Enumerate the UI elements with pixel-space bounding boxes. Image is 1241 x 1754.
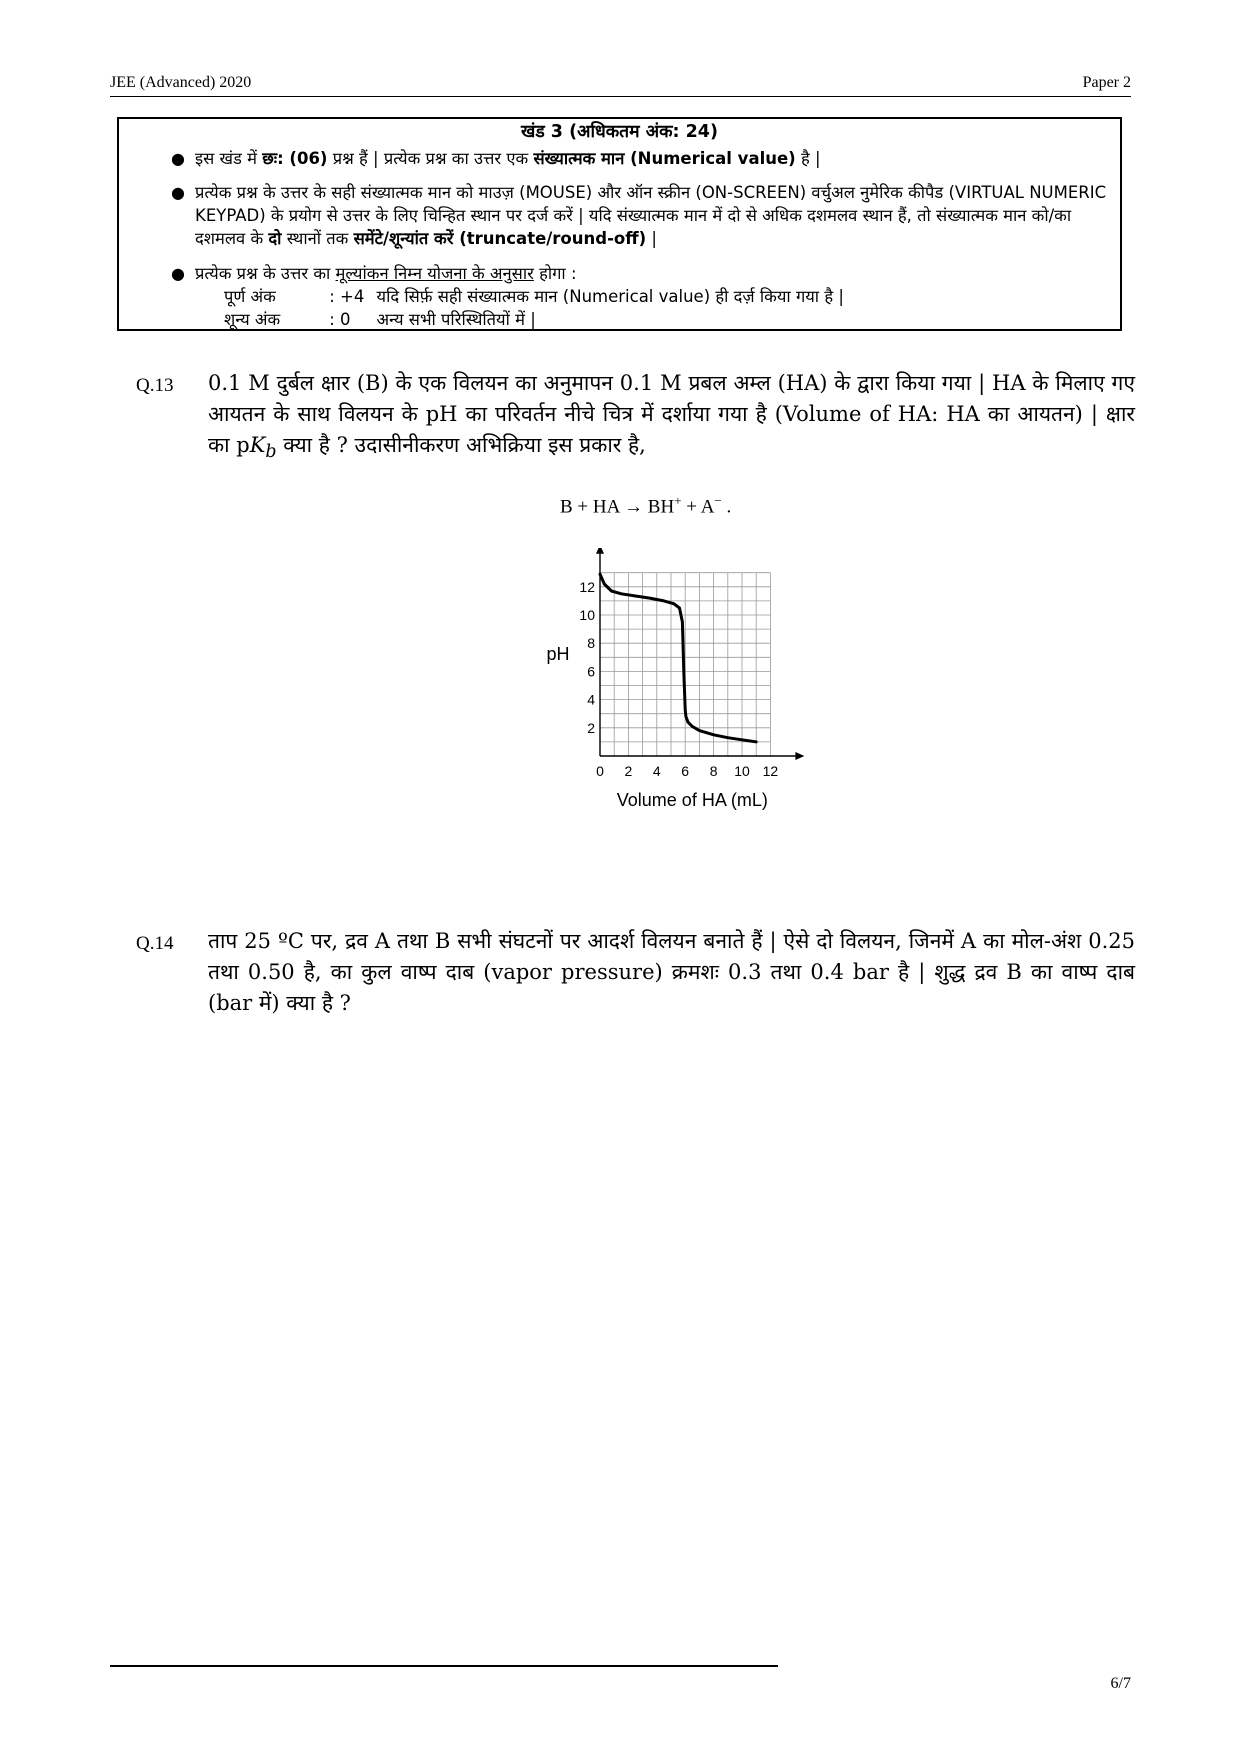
question-number: Q.14 [136, 933, 174, 954]
x-tick-label: 12 [762, 763, 779, 779]
x-tick-label: 0 [596, 763, 604, 779]
y-tick-label: 12 [579, 578, 595, 595]
instruction-3: ● प्रत्येक प्रश्न के उत्तर का मूल्यांकन निम्न योजना के अनुसार होगा : [171, 264, 577, 283]
bullet-icon: ● [171, 264, 185, 283]
x-tick-label: 8 [709, 763, 718, 779]
y-tick-label: 6 [587, 663, 595, 680]
footer-rule [110, 1665, 778, 1667]
x-axis-arrow [795, 752, 804, 760]
y-tick-label: 4 [587, 691, 595, 708]
x-tick-label: 2 [624, 763, 633, 779]
instruction-1: ● इस खंड में छः: (06) प्रश्न हैं | प्रत्येक प्रश्न का उत्तर एक संख्यात्मक मान (Numerical value) है | [171, 149, 821, 168]
instruction-2: ● प्रत्येक प्रश्न के उत्तर के सही संख्यात्मक मान को माउज़ (MOUSE) और ऑन स्क्रीन (ON-SCREEN) वर्चुअल नुमेरिक कीपैड (VIRTUAL NUMERIC KEYPAD) के प्रयोग से उत्तर के लिए चिन्हित स्थान पर दर्ज करें | यदि संख्यात्मक मान में दो से अधिक दशमलव स्थान हैं, तो संख्यात्मक मान को/का दशमलव के दो स्थानों तक समेंटे/शून्यांत करें (truncate/round-off) | [171, 183, 1107, 248]
series-line [600, 574, 756, 742]
header-rule [110, 96, 1131, 97]
chart-grid [600, 573, 770, 756]
page-number: 6/7 [1110, 1675, 1131, 1692]
y-tick-label: 8 [587, 635, 595, 652]
chart-axes [596, 548, 804, 760]
x-tick-label: 10 [734, 763, 750, 779]
header-paper-label: Paper 2 [1082, 74, 1131, 91]
chart-series [600, 574, 756, 742]
x-axis-label: Volume of HA (mL) [616, 790, 768, 810]
marks-row-full: पूर्ण अंक : +4 यदि सिर्फ़ सही संख्यात्मक मान (Numerical value) ही दर्ज़ किया गया है | [224, 287, 844, 306]
instructions-box [117, 117, 1122, 331]
y-tick-label: 10 [579, 607, 595, 623]
bullet-icon: ● [171, 149, 185, 168]
header-exam-title: JEE (Advanced) 2020 [110, 74, 252, 91]
question-text: ताप 25 ºC पर, द्रव A तथा B सभी संघटनों पर आदर्श विलयन बनाते हैं | ऐसे दो विलयन, जिनमें A का मोल-अंश 0.25 तथा 0.50 है, का कुल वाष्प दाब (vapor pressure) क्रमशः 0.3 तथा 0.4 bar है | शुद्ध द्रव B का वाष्प दाब (bar में) क्या है ? [208, 929, 1135, 1015]
marks-row-zero: शून्य अंक : 0 अन्य सभी परिस्थितियों में | [224, 310, 536, 329]
question-number: Q.13 [136, 375, 174, 396]
x-tick-label: 4 [652, 763, 661, 779]
titration-chart [530, 548, 810, 818]
reaction-equation: B + HA → BH+ + A− . [560, 493, 732, 518]
y-axis-arrow [596, 548, 604, 554]
section-title: खंड 3 (अधिकतम अंक: 24) [521, 122, 718, 142]
y-axis-label: pH [546, 644, 570, 665]
y-tick-label: 2 [587, 719, 595, 736]
bullet-icon: ● [171, 183, 185, 202]
x-tick-label: 6 [681, 763, 690, 779]
question-text: 0.1 M दुर्बल क्षार (B) के एक विलयन का अनुमापन 0.1 M प्रबल अम्ल (HA) के द्वारा किया गया | HA के मिलाए गए आयतन के साथ विलयन के pH का परिवर्तन नीचे चित्र में दर्शाया गया है (Volume of HA: HA का आयतन) | क्षार का $pK_b$ क्या है ? उदासीनीकरण अभिक्रिया इस प्रकार है, [208, 371, 1135, 463]
